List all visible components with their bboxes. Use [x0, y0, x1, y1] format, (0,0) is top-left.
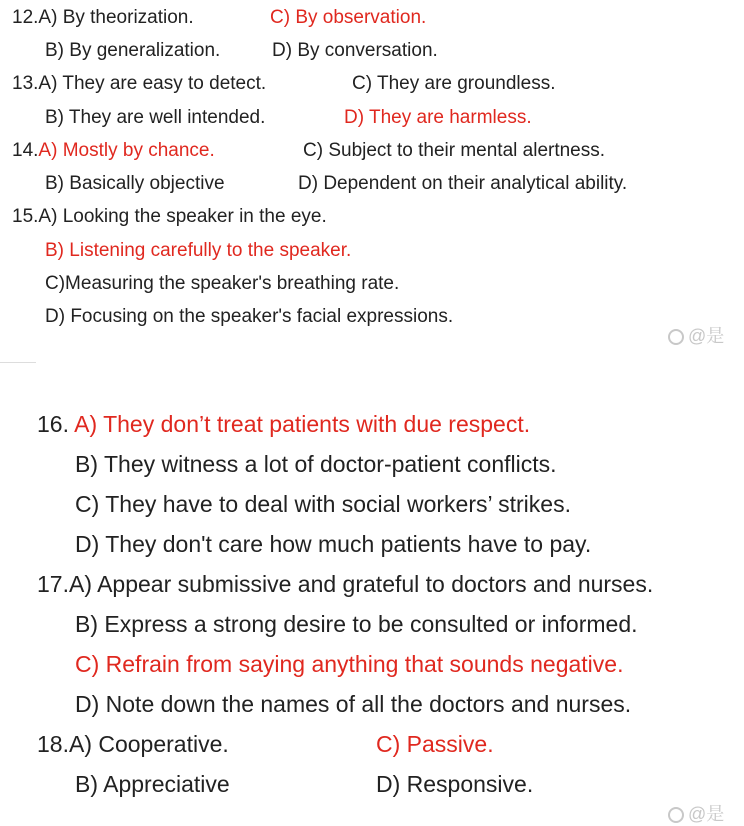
- q16-option-c: C) They have to deal with social workers’ strikes.: [75, 491, 571, 517]
- q14-number-label: 14.: [12, 140, 39, 161]
- watermark-text: @是: [688, 326, 725, 346]
- q14-option-b: B) Basically objective: [45, 173, 225, 194]
- q18-option-b: B) Appreciative: [75, 771, 230, 797]
- q12-option-b: B) By generalization.: [45, 40, 221, 61]
- weibo-icon: [668, 329, 684, 345]
- q13-option-c: C) They are groundless.: [352, 73, 556, 94]
- q14-option-c: C) Subject to their mental alertness.: [303, 140, 606, 161]
- watermark-text-bottom: @是: [688, 804, 725, 824]
- q15-option-b-answer: B) Listening carefully to the speaker.: [45, 240, 352, 261]
- q17-option-b: B) Express a strong desire to be consulted or informed.: [75, 611, 638, 637]
- q17-option-c-answer: C) Refrain from saying anything that sounds negative.: [75, 651, 624, 677]
- q16-number: [37, 411, 530, 438]
- q12-option-c-answer: C) By observation.: [270, 7, 427, 28]
- q13-option-d-answer: D) They are harmless.: [344, 107, 532, 128]
- q18-option-c-answer: C) Passive.: [376, 731, 494, 757]
- q17-option-d: D) Note down the names of all the doctors and nurses.: [75, 691, 632, 717]
- q18-option-a: 18.A) Cooperative.: [37, 731, 229, 757]
- q14-option-a-answer: A) Mostly by chance.: [38, 140, 215, 161]
- q15-option-a: 15.A) Looking the speaker in the eye.: [12, 206, 327, 227]
- weibo-icon: [668, 807, 684, 823]
- q17-option-a: 17.A) Appear submissive and grateful to doctors and nurses.: [37, 571, 654, 597]
- q14-number: [12, 140, 215, 162]
- watermark-top: [668, 322, 724, 348]
- watermark-bottom: [668, 800, 724, 826]
- q12-option-d: D) By conversation.: [272, 40, 438, 61]
- q18-option-d: D) Responsive.: [376, 771, 534, 797]
- q16-number-label: 16.: [37, 411, 69, 437]
- q16-option-d: D) They don't care how much patients have to pay.: [75, 531, 592, 557]
- q15-option-d: D) Focusing on the speaker's facial expressions.: [45, 306, 454, 327]
- q14-option-d: D) Dependent on their analytical ability.: [298, 173, 628, 194]
- section-divider: [0, 362, 36, 363]
- q12-option-a: 12.A) By theorization.: [12, 7, 194, 28]
- q16-option-a-answer: A) They don’t treat patients with due respect.: [74, 411, 531, 437]
- q13-option-a: 13.A) They are easy to detect.: [12, 73, 267, 94]
- q16-option-b: B) They witness a lot of doctor-patient conflicts.: [75, 451, 557, 477]
- q15-option-c: C)Measuring the speaker's breathing rate.: [45, 273, 400, 294]
- q13-option-b: B) They are well intended.: [45, 107, 266, 128]
